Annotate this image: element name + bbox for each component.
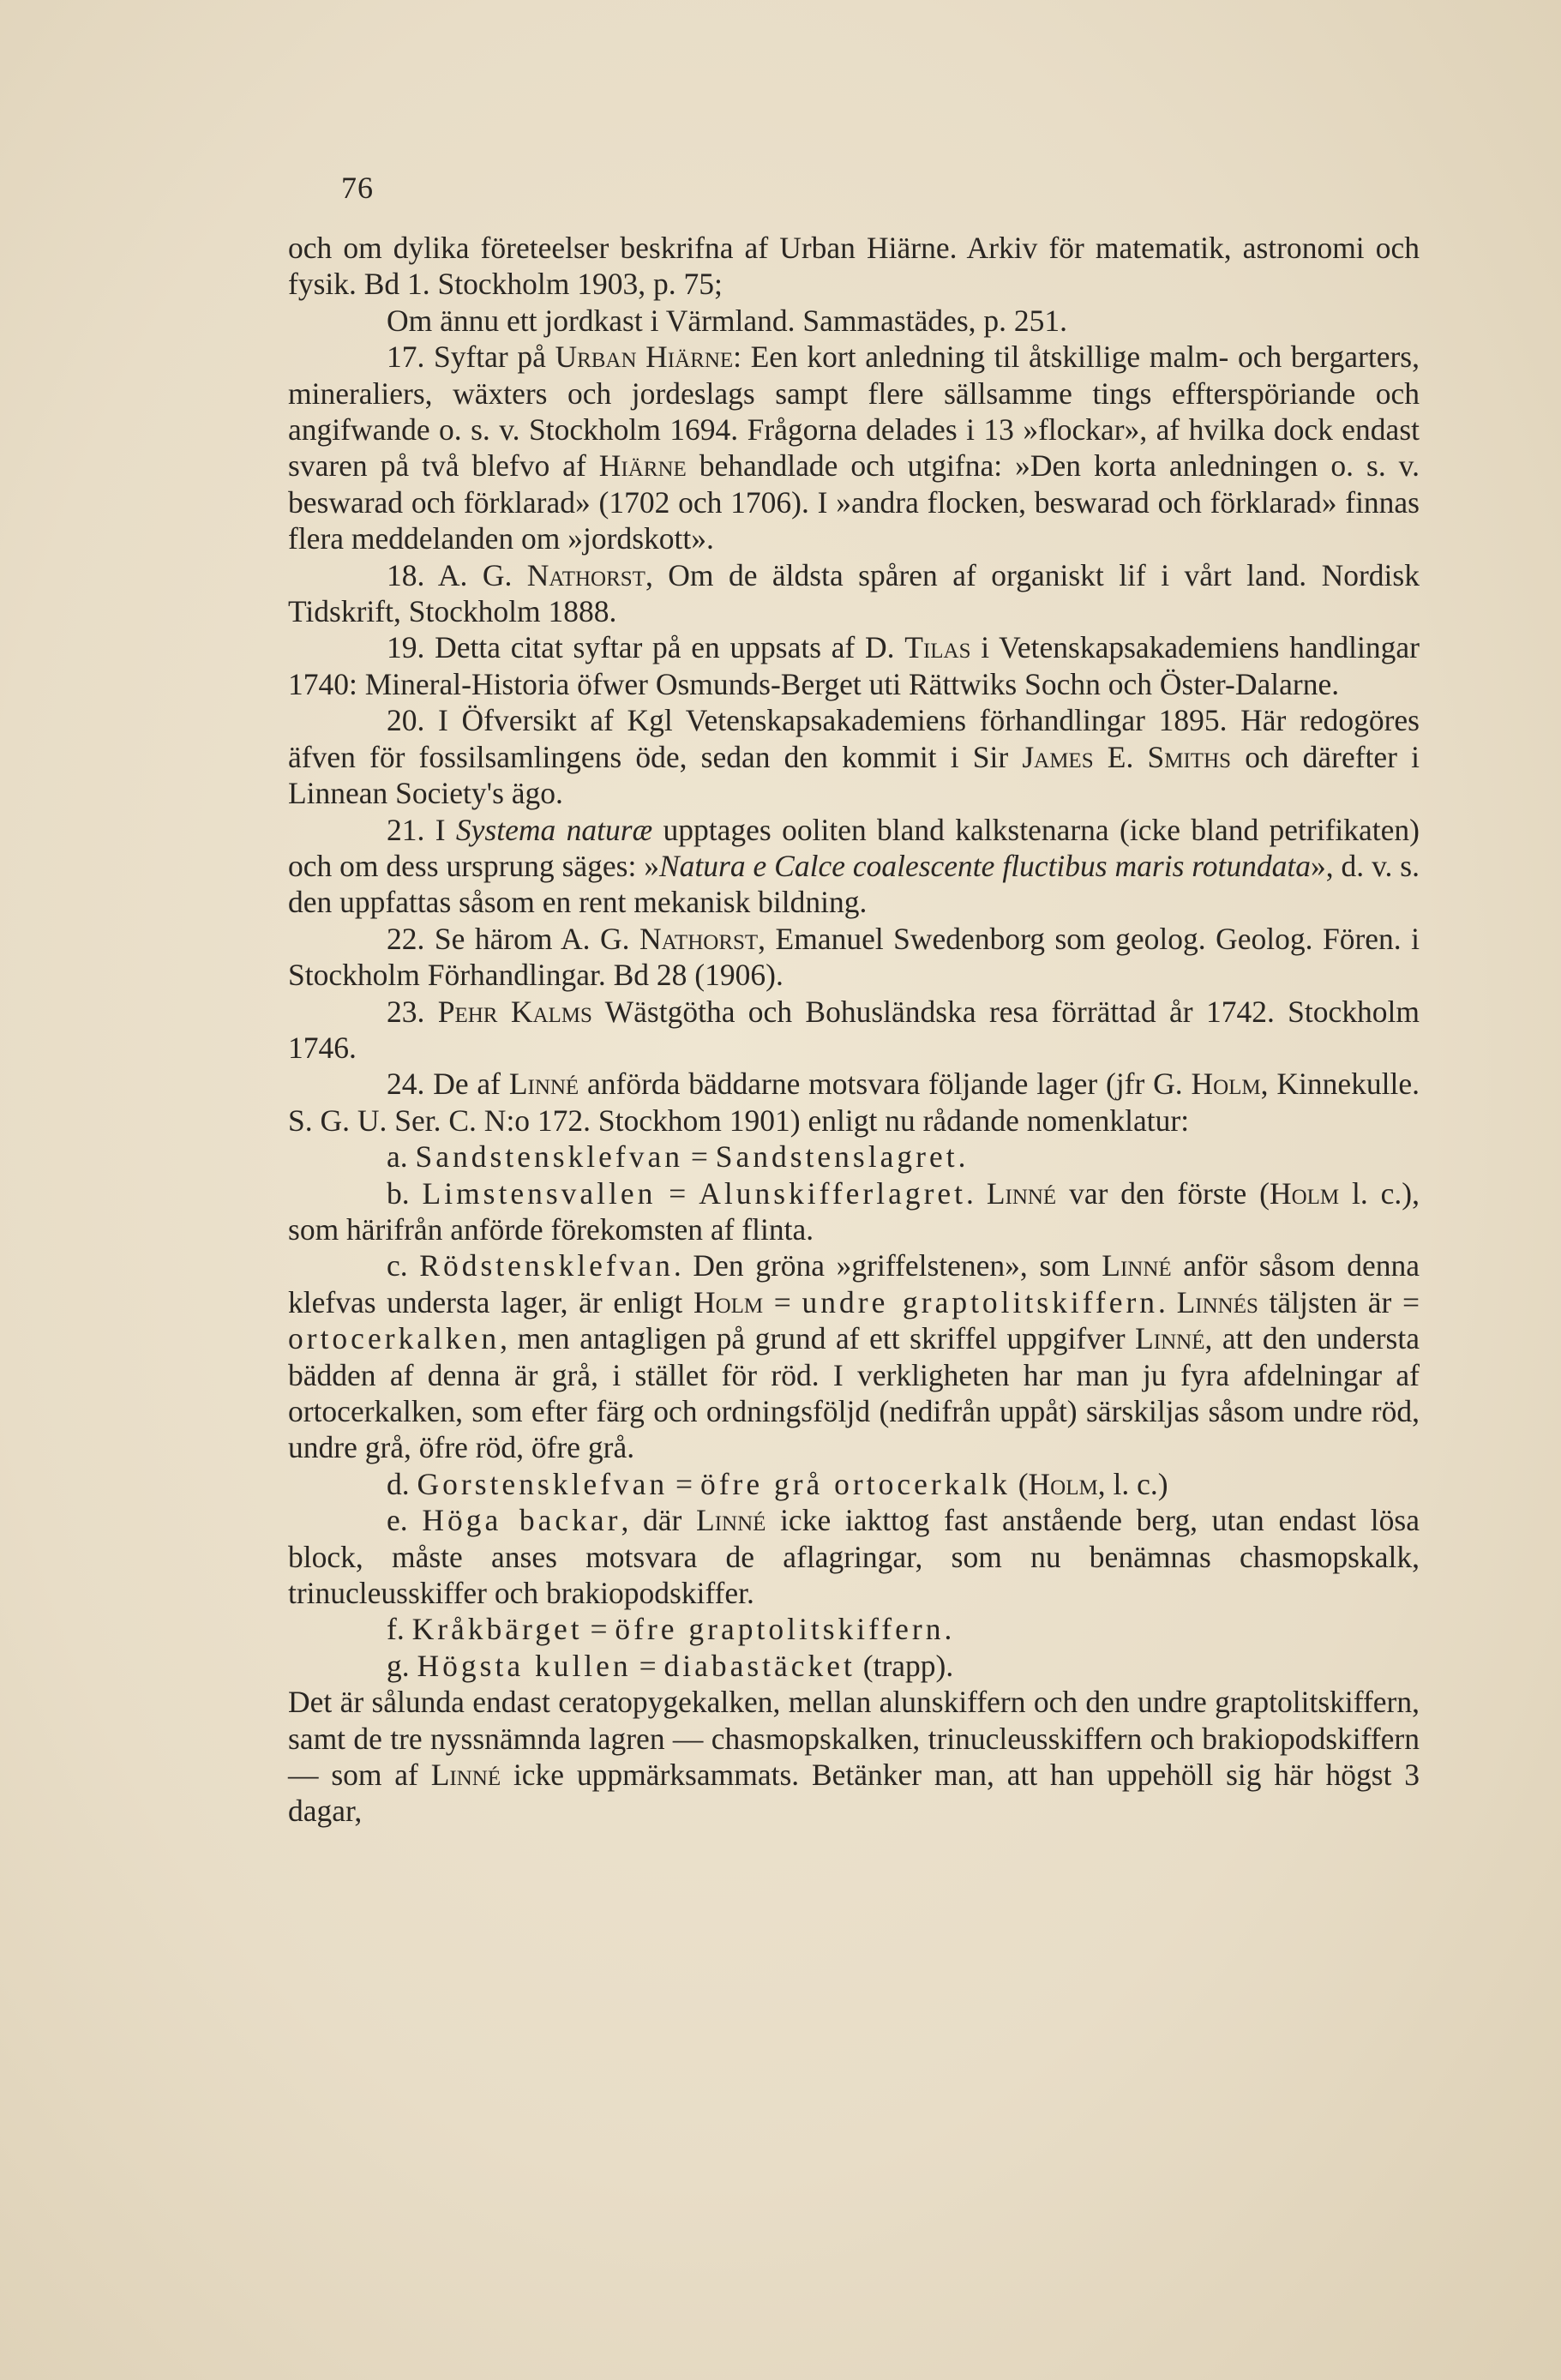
text-span: . — [966, 1175, 987, 1211]
text-span: f. — [387, 1612, 412, 1647]
text-span: a. — [387, 1139, 416, 1175]
text-span: . Den gröna »griffelstenen», som — [673, 1248, 1102, 1283]
text-span: b. — [387, 1175, 423, 1211]
author-name: Linné — [1102, 1248, 1172, 1283]
author-name: Pehr Kalms — [437, 994, 592, 1029]
author-name: Linné — [986, 1175, 1057, 1211]
list-item-f — [288, 1611, 1420, 1647]
author-name: Linné — [1135, 1321, 1205, 1356]
author-name: Smiths — [1147, 739, 1232, 774]
author-name: James — [1022, 739, 1094, 774]
text-span: 24. De af — [387, 1067, 509, 1102]
text-span: . — [944, 1612, 952, 1647]
text-span: 18. A. G. — [387, 557, 527, 592]
text-span: anför såsom denna klefvas understa lager, är enligt — [288, 1248, 1420, 1319]
italic-title: Systema naturæ — [455, 812, 653, 847]
spaced-term: Rödstensklefvan — [419, 1248, 674, 1283]
text-span: g. — [387, 1648, 417, 1683]
footnote-18 — [288, 557, 1420, 630]
text-span: 21. I — [387, 812, 456, 847]
list-item-a — [288, 1139, 1420, 1175]
spaced-term: Gorstensklefvan — [417, 1466, 669, 1501]
text-span: var den förste ( — [1056, 1175, 1270, 1211]
list-item-d — [288, 1466, 1420, 1502]
author-name: Holm — [1028, 1466, 1098, 1501]
text-span: , men antagligen på grund af ett skriffel uppgifver — [500, 1321, 1136, 1356]
text-span: , Kinnekulle. S. G. U. Ser. C. N:o 172. Stockhom 1901) enligt nu rådande nomenklatur: — [288, 1067, 1420, 1138]
text-span: 20. I Öfversikt af Kgl Vetenskapsakademiens förhandlingar 1895. Här redogöres äfven för fossilsamlingens öde, sedan den kommit i Sir — [288, 703, 1420, 774]
author-name: Linné — [430, 1758, 501, 1793]
text-span: c. — [387, 1248, 420, 1283]
footnote-19 — [288, 629, 1420, 702]
text-span: icke uppmärksammats. Betänker man, att han uppehöll sig här högst 3 dagar, — [288, 1758, 1420, 1829]
footnote-23 — [288, 994, 1420, 1067]
text-span: = — [656, 1175, 699, 1211]
text-span: 17. Syftar på — [387, 340, 555, 375]
footnote-21 — [288, 812, 1420, 921]
paragraph — [288, 1684, 1420, 1830]
author-name: Nathorst — [526, 557, 645, 592]
text-span: icke iakttog fast anstående berg, utan endast lösa block, måste anses motsvara de aflagringar, som nu benämnas chasmopskalk, trinucleusskiffer och brakiopodskiffer. — [288, 1503, 1420, 1611]
author-name: Linné — [696, 1503, 766, 1538]
text-span: 23. — [387, 994, 438, 1029]
text-span: Wästgötha och Bohusländska resa förrättad år 1742. Stockholm 1746. — [288, 994, 1420, 1065]
paragraph — [288, 230, 1420, 303]
text-span: = — [631, 1648, 664, 1683]
spaced-term: Kråkbärget — [411, 1612, 583, 1647]
text-span: , Om de äldsta spåren af organiskt lif i vårt land. Nordisk Tidskrift, Stockholm 1888. — [288, 557, 1420, 629]
author-name: Linnés — [1176, 1284, 1258, 1319]
spaced-term: ortocerkalken — [288, 1321, 501, 1356]
spaced-term: Alunskifferlagret — [699, 1175, 967, 1211]
page-number: 76 — [341, 171, 374, 205]
text-span: d. — [387, 1466, 417, 1501]
spaced-term: öfre grå ortocerkalk — [699, 1466, 1011, 1501]
spaced-term: öfre graptolitskiffern — [615, 1612, 945, 1647]
text-span: e. — [387, 1503, 423, 1538]
author-name: Holm — [693, 1284, 764, 1319]
list-item-c — [288, 1247, 1420, 1465]
text-span: = — [682, 1139, 716, 1175]
text-span: = — [582, 1612, 615, 1647]
text-span: upptages ooliten bland kalkstenarna (icke bland petrifikaten) och om dess ursprung säges: » — [288, 812, 1420, 883]
text-span: », d. v. s. den uppfattas såsom en rent mekanisk bildning. — [288, 848, 1420, 920]
text-span: Det är sålunda endast ceratopygekalken, mellan alunskiffern och den undre graptolitskiffern, samt de tre nyssnämnda lagren — chasmopskalken, trinucleusskiffern och brakiopodskiffern — som af — [288, 1685, 1420, 1793]
footnotes-text — [288, 230, 1420, 1830]
footnote-22 — [288, 921, 1420, 994]
text-span: ( — [1010, 1466, 1029, 1501]
spaced-term: Höga backar — [422, 1503, 621, 1538]
text-span: E. — [1093, 739, 1148, 774]
spaced-term: Limstensvallen — [422, 1175, 657, 1211]
text-span: och därefter i Linnean Society's ägo. — [288, 739, 1420, 811]
spaced-term: Sandstenslagret — [715, 1139, 958, 1175]
footnote-17 — [288, 339, 1420, 556]
text-span: och om dylika företeelser beskrifna af Urban Hiärne. Arkiv för matematik, astronomi och fysik. Bd 1. Stockholm 1903, p. 75; — [288, 231, 1420, 302]
text-span: behandlade och utgifna: »Den korta anledningen o. s. v. beswarad och förklarad» (1702 och 1706). I »andra flocken, beswarad och förklarad» finnas flera meddelanden om »jordskott». — [288, 448, 1420, 556]
text-span: = — [763, 1284, 802, 1319]
text-span: anförda bäddarne motsvara följande lager (jfr G. — [579, 1067, 1192, 1102]
text-span: Om ännu ett jordkast i Värmland. Sammastädes, p. 251. — [387, 303, 1068, 338]
text-span: täljsten är = — [1258, 1284, 1420, 1319]
spaced-term: Högsta kullen — [417, 1648, 632, 1683]
text-span: (trapp). — [855, 1648, 954, 1683]
list-item-b — [288, 1175, 1420, 1248]
text-span: 22. Se härom A. G. — [387, 921, 640, 956]
italic-quote: Natura e Calce coalescente fluctibus maris rotundata — [658, 848, 1312, 883]
text-span: . — [958, 1139, 966, 1175]
author-name: Hiärne — [598, 448, 687, 484]
author-name: Urban Hiärne — [555, 340, 734, 375]
text-span: l. c.), som härifrån anförde förekomsten af flinta. — [288, 1175, 1420, 1247]
spaced-term: undre graptolitskiffern — [802, 1284, 1159, 1319]
text-span: , där — [621, 1503, 697, 1538]
text-span: = — [668, 1466, 700, 1501]
author-name: Linné — [508, 1067, 579, 1102]
list-item-g — [288, 1648, 1420, 1684]
author-name: Tilas — [904, 630, 971, 665]
text-span: 19. Detta citat syftar på en uppsats af D. — [387, 630, 905, 665]
author-name: Nathorst — [639, 921, 759, 956]
text-span: , Emanuel Swedenborg som geolog. Geolog. Fören. i Stockholm Förhandlingar. Bd 28 (1906). — [288, 921, 1420, 993]
spaced-term: Sandstensklefvan — [415, 1139, 683, 1175]
paragraph — [288, 303, 1420, 339]
text-span: i Vetenskapsakademiens handlingar 1740: Mineral-Historia öfwer Osmunds-Berget uti Rättwiks Sochn och Öster-Dalarne. — [288, 630, 1420, 701]
text-span: . — [1158, 1284, 1177, 1319]
text-span: : Een kort anledning til åtskillige malm- och bergarters, mineraliers, wäxters och jordeslags sampt flere sällsamme tings effterspöriande och angifwande o. s. v. Stockholm 1694. Frågorna delades i 13 »flockar», af hvilka dock endast svaren på två blefvo af — [288, 340, 1420, 484]
footnote-24 — [288, 1066, 1420, 1139]
spaced-term: diabastäcket — [663, 1648, 856, 1683]
text-span: , att den understa bädden af denna är grå, i stället för röd. I verkligheten har man ju fyra afdelningar af ortocerkalken, som efter färg och ordningsföljd (nedifrån uppåt) särskiljas såsom undre röd, undre grå, öfre röd, öfre grå. — [288, 1321, 1420, 1465]
list-item-e — [288, 1502, 1420, 1611]
author-name: Holm — [1191, 1067, 1261, 1102]
author-name: Holm — [1269, 1175, 1340, 1211]
text-span: , l. c.) — [1097, 1466, 1168, 1501]
footnote-20 — [288, 702, 1420, 811]
